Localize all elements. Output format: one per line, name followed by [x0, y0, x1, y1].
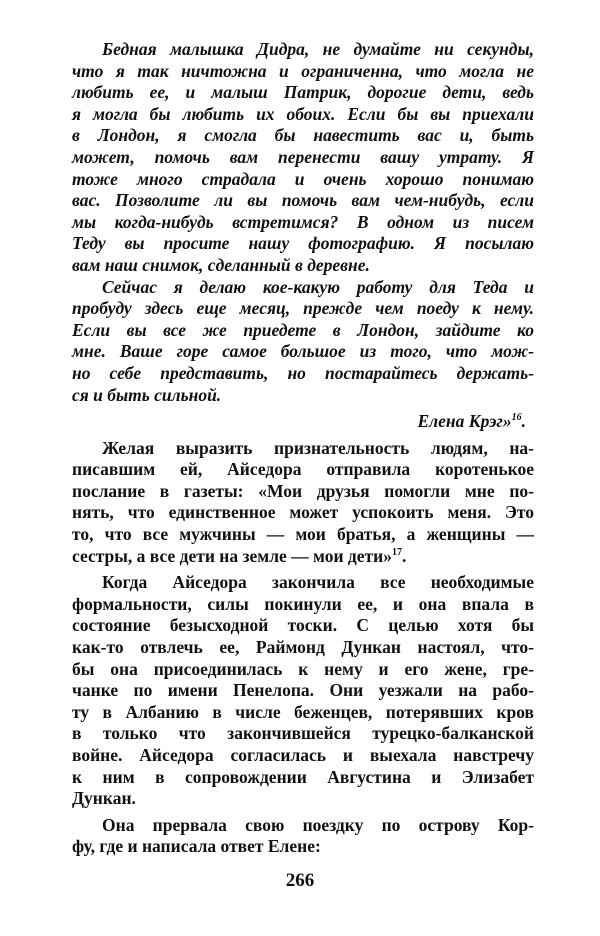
line-text: вас. Позволите ли вы помочь вам чем-нибудь, если	[72, 190, 534, 211]
body-paragraph-2	[72, 572, 534, 810]
text-line	[72, 320, 534, 342]
line-text: сестры, а все дети на земле — мои дети»	[72, 545, 392, 566]
line-text: Когда Айседора закончила все необходимые	[102, 572, 534, 593]
text-line	[72, 39, 534, 61]
line-text: то, что все мужчины — мои братья, а женщины —	[72, 524, 534, 545]
footnote-ref: 16	[511, 412, 522, 424]
line-text: что я так ничтожна и ограниченна, что могла не	[72, 60, 534, 81]
signature-name: Елена Крэг»	[417, 411, 512, 432]
line-text: Дункан.	[72, 788, 136, 809]
line-text: ся и быть сильной.	[72, 384, 222, 405]
letter-paragraph-2	[72, 277, 534, 407]
text-line	[72, 363, 534, 385]
text-line	[72, 104, 534, 126]
body-paragraph-1	[72, 438, 534, 568]
line-text: нять, что единственное может успокоить меня. Это	[72, 502, 534, 523]
line-text: любить ее, и малыш Патрик, дорогие дети, ведь	[72, 82, 534, 103]
text-line	[72, 767, 534, 789]
text-line	[72, 233, 534, 255]
line-text: тоже много страдала и очень хорошо понимаю	[72, 168, 534, 189]
line-text: вам наш снимок, сделанный в деревне.	[72, 254, 370, 275]
line-text: пробуду здесь еще месяц, прежде чем поеду к нему.	[72, 298, 534, 319]
text-line	[72, 572, 534, 594]
line-text: может, помочь вам перенести вашу утрату. Я	[72, 146, 534, 167]
line-text: формальности, силы покинули ее, и она впала в	[72, 593, 534, 614]
line-text: в только что закончившейся турецко-балканской	[72, 723, 534, 744]
text-line	[72, 212, 534, 234]
text-line	[72, 147, 534, 169]
text-line	[72, 524, 534, 546]
line-text: мне. Ваше горе самое большое из того, что мож-	[72, 341, 534, 362]
line-punct: .	[401, 545, 407, 566]
line-text: Желая выразить признательность людям, на-	[102, 437, 534, 458]
letter-signature	[72, 411, 534, 433]
text-line	[72, 169, 534, 191]
text-line	[72, 385, 534, 407]
text-line	[72, 438, 534, 460]
text-line	[72, 341, 534, 363]
text-line	[72, 61, 534, 83]
signature-line	[72, 411, 534, 433]
page-number: 266	[285, 870, 315, 891]
line-text: мы когда-нибудь встретимся? В одном из писем	[72, 211, 534, 232]
line-text: как-то отвлечь ее, Раймонд Дункан настоял, что-	[72, 637, 534, 658]
text-line	[72, 788, 534, 810]
line-text: состояние безысходной тоски. С целью хотя бы	[72, 615, 534, 636]
text-line	[72, 298, 534, 320]
line-text: войне. Айседора согласилась и выехала навстречу	[72, 745, 534, 765]
text-line	[72, 745, 534, 767]
letter-paragraph-1	[72, 39, 534, 277]
text-line	[72, 481, 534, 503]
text-line	[72, 277, 534, 299]
text-line	[72, 680, 534, 702]
line-text: Сейчас я делаю кое-какую работу для Теда и	[102, 276, 534, 297]
text-line	[72, 836, 534, 858]
text-line	[72, 255, 534, 277]
text-line	[72, 615, 534, 637]
footnote-ref: 17	[391, 546, 402, 558]
signature-punct: .	[521, 411, 526, 432]
text-line	[72, 637, 534, 659]
line-text: к ним в сопровождении Августина и Элизабет	[72, 766, 534, 787]
line-text: Она прервала свою поездку по острову Кор-	[102, 814, 534, 835]
text-line	[72, 82, 534, 104]
text-line	[72, 659, 534, 681]
page-text	[72, 39, 534, 863]
text-line	[72, 459, 534, 481]
text-line	[72, 125, 534, 147]
line-text: бы она присоединилась к нему и его жене, гре-	[72, 658, 534, 679]
text-line	[72, 190, 534, 212]
line-text: Теду вы просите нашу фотографию. Я посылаю	[72, 233, 534, 254]
body-paragraph-3	[72, 815, 534, 858]
line-text: фу, где и написала ответ Елене:	[72, 836, 321, 857]
text-line	[72, 502, 534, 524]
line-text: ту в Албанию в числе беженцев, потерявших кров	[72, 701, 534, 722]
line-text: Если вы все же приедете в Лондон, зайдите ко	[72, 319, 534, 340]
text-line	[72, 702, 534, 724]
line-text: чанке по имени Пенелопа. Они уезжали на рабо-	[72, 680, 534, 701]
line-text: послание в газеты: «Мои друзья помогли мне по-	[72, 480, 534, 501]
line-text: я могла бы любить их обоих. Если бы вы приехали	[72, 103, 534, 124]
line-text: Бедная малышка Дидра, не думайте ни секунды,	[102, 39, 534, 59]
text-line	[72, 546, 534, 568]
text-line	[72, 815, 534, 837]
text-line	[72, 723, 534, 745]
line-text: писавшим ей, Айседора отправила коротенькое	[72, 459, 534, 480]
line-text: в Лондон, я смогла бы навестить вас и, быть	[72, 125, 534, 146]
line-text: но себе представить, но постарайтесь держать-	[72, 362, 534, 383]
text-line	[72, 594, 534, 616]
